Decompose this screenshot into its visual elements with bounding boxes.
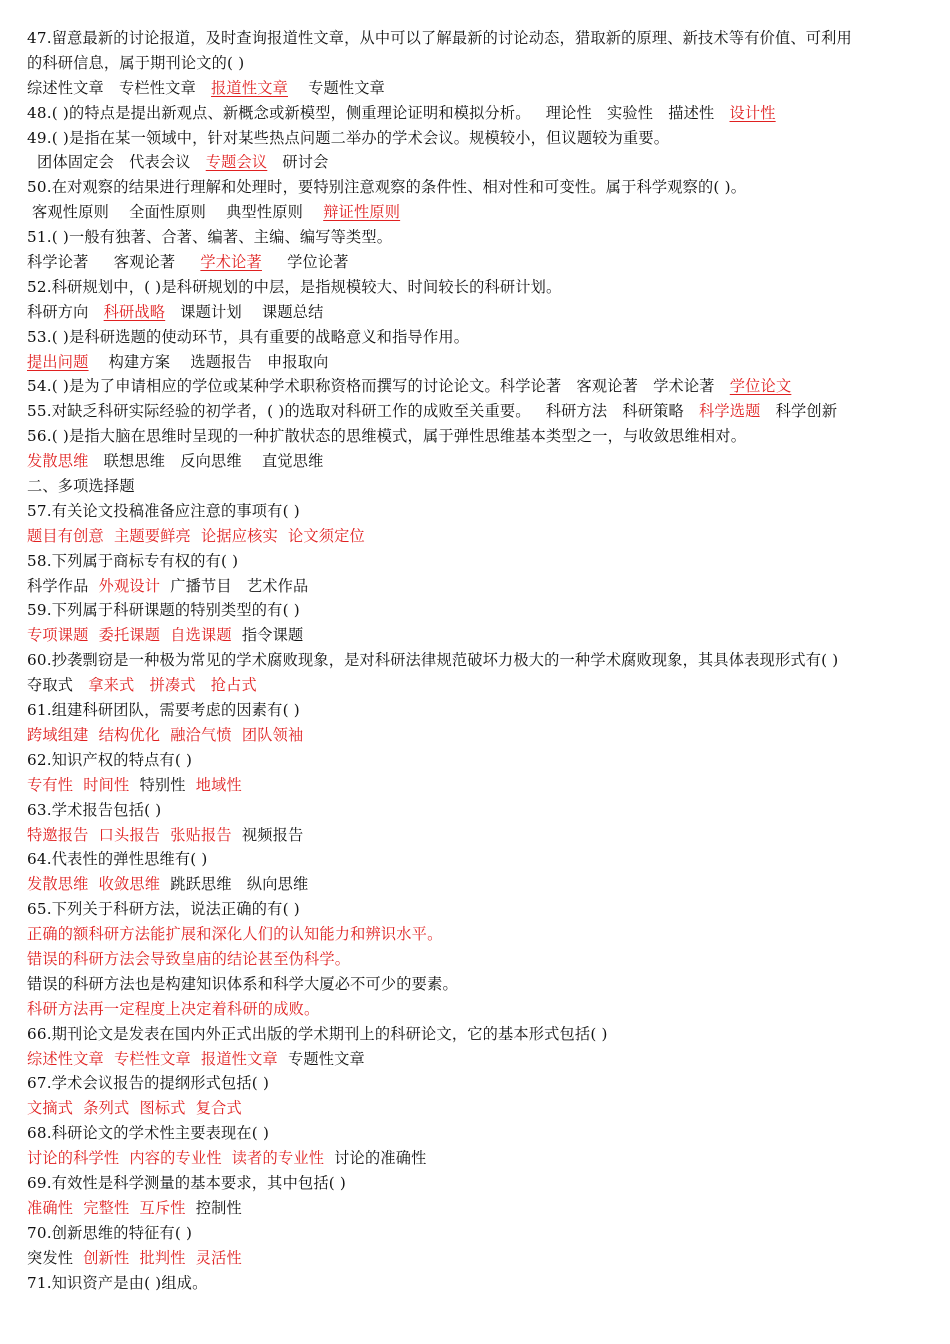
text-segment: 55.对缺乏科研实际经验的初学者，( )的选取对科研工作的成败至关重要。 科研方法 科研策略 xyxy=(27,402,700,421)
answer-option: 辩证性原则 xyxy=(323,203,401,222)
text-segment: 58.下列属于商标专有权的有( ) xyxy=(27,551,239,570)
answer-option: 题目有创意 xyxy=(27,526,104,545)
text-segment: 控制性 xyxy=(185,1198,242,1217)
text-line xyxy=(27,972,927,997)
answer-option: 创新性 xyxy=(83,1248,130,1267)
text-line xyxy=(27,51,927,76)
text-segment xyxy=(191,1050,201,1068)
text-line xyxy=(27,325,927,350)
text-segment xyxy=(89,626,99,644)
text-segment: 64.代表性的弹性思维有( ) xyxy=(27,850,208,869)
text-segment: 错误的科研方法也是构建知识体系和科学大厦必不可少的要素。 xyxy=(27,974,458,993)
text-line xyxy=(27,1047,927,1072)
answer-option: 完整性 xyxy=(83,1198,130,1217)
text-line xyxy=(27,1071,927,1096)
answer-option: 论据应核实 xyxy=(201,526,278,545)
document-body xyxy=(27,26,927,1295)
text-segment: 二、多项选择题 xyxy=(27,477,135,496)
answer-option: 错误的科研方法会导致皇庙的结论甚至伪科学。 xyxy=(27,949,351,968)
text-segment: 综述性文章 专栏性文章 xyxy=(27,78,212,97)
text-line xyxy=(27,997,927,1022)
text-segment: 跳跃思维 纵向思维 xyxy=(160,875,309,894)
text-segment: 67.学术会议报告的提纲形式包括( ) xyxy=(27,1074,270,1093)
text-segment xyxy=(191,527,201,545)
text-segment: 指令课题 xyxy=(231,626,304,645)
answer-option: 收敛思维 xyxy=(98,875,161,894)
text-line xyxy=(27,374,927,399)
text-segment: 50.在对观察的结果进行理解和处理时，要特别注意观察的条件性、相对性和可变性。属于科学观察的( )。 xyxy=(27,178,747,197)
text-line xyxy=(27,673,927,698)
answer-option: 专栏性文章 xyxy=(114,1049,191,1068)
text-segment: 联想思维 反向思维 直觉思维 xyxy=(88,452,324,471)
answer-option: 正确的额科研方法能扩展和深化人们的认知能力和辨识水平。 xyxy=(27,925,443,944)
text-line xyxy=(27,773,927,798)
text-segment xyxy=(89,726,99,744)
text-segment: 的科研信息，属于期刊论文的( ) xyxy=(27,53,245,72)
text-segment: 课题计划 课题总结 xyxy=(165,302,324,321)
text-line xyxy=(27,922,927,947)
text-segment: 48.( )的特点是提出新观点、新概念或新模型，侧重理论证明和模拟分析。 理论性 实验性 描述性 xyxy=(27,103,730,122)
text-segment: 65.下列关于科研方法，说法正确的有( ) xyxy=(27,900,300,919)
text-segment xyxy=(73,1099,83,1117)
answer-option: 跨域组建 xyxy=(27,725,89,744)
text-line xyxy=(27,1096,927,1121)
text-line xyxy=(27,499,927,524)
answer-option: 抢占式 xyxy=(210,676,257,695)
answer-option: 外观设计 xyxy=(98,576,161,595)
text-segment: 68.科研论文的学术性主要表现在( ) xyxy=(27,1124,270,1143)
text-line xyxy=(27,823,927,848)
text-line xyxy=(27,1221,927,1246)
text-segment: 科研方向 xyxy=(27,302,104,321)
text-segment xyxy=(89,875,99,893)
text-segment: 视频报告 xyxy=(231,825,304,844)
text-segment xyxy=(104,527,114,545)
text-line xyxy=(27,723,927,748)
answer-option: 准确性 xyxy=(27,1198,74,1217)
answer-option: 综述性文章 xyxy=(27,1049,104,1068)
text-line xyxy=(27,275,927,300)
text-segment: 广播节目 艺术作品 xyxy=(160,576,309,595)
text-segment: 63.学术报告包括( ) xyxy=(27,800,162,819)
text-line xyxy=(27,225,927,250)
text-segment: 69.有效性是科学测量的基本要求，其中包括( ) xyxy=(27,1173,347,1192)
text-line xyxy=(27,399,927,424)
text-line xyxy=(27,101,927,126)
text-segment: 66.期刊论文是发表在国内外正式出版的学术期刊上的科研论文，它的基本形式包括( ) xyxy=(27,1024,608,1043)
answer-option: 批判性 xyxy=(139,1248,186,1267)
text-segment xyxy=(196,676,211,694)
answer-option: 张贴报告 xyxy=(170,825,232,844)
answer-option: 发散思维 xyxy=(27,452,89,471)
answer-option: 专题会议 xyxy=(205,153,268,172)
text-segment: 70.创新思维的特征有( ) xyxy=(27,1223,193,1242)
text-segment xyxy=(160,826,170,844)
text-segment xyxy=(186,1249,196,1267)
answer-option: 结构优化 xyxy=(98,725,161,744)
text-line xyxy=(27,947,927,972)
answer-option: 科学选题 xyxy=(699,402,761,421)
answer-option: 专项课题 xyxy=(27,626,89,645)
text-line xyxy=(27,424,927,449)
text-line xyxy=(27,1246,927,1271)
text-segment: 59.下列属于科研课题的特别类型的有( ) xyxy=(27,601,300,620)
answer-option: 科研战略 xyxy=(103,302,166,321)
answer-option: 团队领袖 xyxy=(241,725,304,744)
answer-option: 发散思维 xyxy=(27,875,89,894)
answer-option: 灵活性 xyxy=(195,1248,242,1267)
text-line xyxy=(27,26,927,51)
text-line xyxy=(27,150,927,175)
text-segment xyxy=(134,676,149,694)
text-line xyxy=(27,698,927,723)
text-segment: 52.科研规划中，( )是科研规划的中层，是指规模较大、时间较长的科研计划。 xyxy=(27,277,562,296)
text-segment: 研讨会 xyxy=(267,153,329,172)
text-line xyxy=(27,574,927,599)
text-line xyxy=(27,76,927,101)
text-segment: 51.( )一般有独著、合著、编著、主编、编写等类型。 xyxy=(27,228,393,247)
text-line xyxy=(27,648,927,673)
text-segment xyxy=(73,776,83,794)
answer-option: 论文须定位 xyxy=(288,526,365,545)
answer-option: 委托课题 xyxy=(98,626,161,645)
text-segment: 科学创新 xyxy=(760,402,838,421)
text-segment xyxy=(160,626,170,644)
text-segment: 特别性 xyxy=(129,775,196,794)
answer-option: 口头报告 xyxy=(98,825,161,844)
answer-option: 报道性文章 xyxy=(211,78,288,97)
text-line xyxy=(27,549,927,574)
text-segment: 讨论的准确性 xyxy=(324,1149,427,1168)
text-segment xyxy=(186,1099,196,1117)
text-line xyxy=(27,300,927,325)
text-line xyxy=(27,474,927,499)
answer-option: 地域性 xyxy=(195,775,242,794)
text-segment: 57.有关论文投稿准备应注意的事项有( ) xyxy=(27,501,300,520)
text-segment xyxy=(232,726,242,744)
text-line xyxy=(27,1196,927,1221)
text-line xyxy=(27,250,927,275)
text-line xyxy=(27,847,927,872)
answer-option: 主题要鲜亮 xyxy=(114,526,191,545)
answer-option: 提出问题 xyxy=(27,352,89,371)
text-segment: 突发性 xyxy=(27,1248,84,1267)
answer-option: 报道性文章 xyxy=(201,1049,278,1068)
answer-option: 学术论著 xyxy=(200,253,262,272)
text-segment: 科学作品 xyxy=(27,576,99,595)
text-line xyxy=(27,524,927,549)
answer-option: 学位论文 xyxy=(729,377,792,396)
answer-option: 文摘式 xyxy=(27,1099,74,1118)
answer-option: 融洽气愤 xyxy=(170,725,232,744)
text-segment: 团体固定会 代表会议 xyxy=(27,153,206,172)
text-segment: 夺取式 xyxy=(27,676,89,695)
text-line xyxy=(27,200,927,225)
answer-option: 科研方法再一定程度上决定着科研的成败。 xyxy=(27,999,320,1018)
answer-option: 拼凑式 xyxy=(149,676,196,695)
answer-option: 内容的专业性 xyxy=(129,1149,222,1168)
text-segment: 56.( )是指大脑在思维时呈现的一种扩散状态的思维模式，属于弹性思维基本类型之一，与收敛思维相对。 xyxy=(27,427,747,446)
text-line xyxy=(27,175,927,200)
text-segment: 专题性文章 xyxy=(287,78,386,97)
text-segment xyxy=(222,1149,232,1167)
text-line xyxy=(27,748,927,773)
text-line xyxy=(27,350,927,375)
text-segment xyxy=(278,527,288,545)
text-line xyxy=(27,1121,927,1146)
text-line xyxy=(27,449,927,474)
answer-option: 图标式 xyxy=(139,1099,186,1118)
text-segment: 62.知识产权的特点有( ) xyxy=(27,750,193,769)
text-line xyxy=(27,897,927,922)
text-segment: 60.抄袭剽窃是一种极为常见的学术腐败现象，是对科研法律规范破坏力极大的一种学术腐败现象，其具体表现形式有( ) xyxy=(27,651,839,670)
answer-option: 自选课题 xyxy=(170,626,232,645)
answer-option: 时间性 xyxy=(83,775,130,794)
text-segment xyxy=(89,826,99,844)
text-segment xyxy=(160,726,170,744)
text-segment: 客观性原则 全面性原则 典型性原则 xyxy=(27,203,324,222)
answer-option: 专有性 xyxy=(27,775,74,794)
text-segment: 构建方案 选题报告 申报取向 xyxy=(88,352,329,371)
text-line xyxy=(27,598,927,623)
answer-option: 条列式 xyxy=(83,1099,130,1118)
text-segment xyxy=(129,1199,139,1217)
answer-option: 讨论的科学性 xyxy=(27,1149,120,1168)
text-line xyxy=(27,1022,927,1047)
text-segment: 学位论著 xyxy=(261,253,349,272)
text-line xyxy=(27,1171,927,1196)
text-line xyxy=(27,872,927,897)
answer-option: 互斥性 xyxy=(139,1198,186,1217)
text-segment xyxy=(129,1249,139,1267)
text-line xyxy=(27,1271,927,1296)
answer-option: 复合式 xyxy=(195,1099,242,1118)
text-segment: 54.( )是为了申请相应的学位或某种学术职称资格而撰写的讨论论文。科学论著 客观论著 学术论著 xyxy=(27,377,730,396)
text-segment: 49.( )是指在某一领域中，针对某些热点问题二举办的学术会议。规模较小，但议题较为重要。 xyxy=(27,128,670,147)
text-segment: 71.知识资产是由( )组成。 xyxy=(27,1273,208,1292)
text-segment: 专题性文章 xyxy=(277,1049,365,1068)
text-segment xyxy=(73,1199,83,1217)
answer-option: 特邀报告 xyxy=(27,825,89,844)
text-segment: 53.( )是科研选题的使动环节，具有重要的战略意义和指导作用。 xyxy=(27,327,470,346)
answer-option: 读者的专业性 xyxy=(231,1149,325,1168)
text-segment: 科学论著 客观论著 xyxy=(27,253,201,272)
text-segment xyxy=(104,1050,114,1068)
text-line xyxy=(27,623,927,648)
text-segment xyxy=(129,1099,139,1117)
text-segment: 61.组建科研团队，需要考虑的因素有( ) xyxy=(27,701,300,720)
text-line xyxy=(27,1146,927,1171)
text-segment xyxy=(119,1149,129,1167)
answer-option: 拿来式 xyxy=(88,676,135,695)
text-line xyxy=(27,798,927,823)
text-line xyxy=(27,126,927,151)
text-segment: 47.留意最新的讨论报道，及时查询报道性文章，从中可以了解最新的讨论动态，猎取新的原理、新技术等有价值、可利用 xyxy=(27,29,852,47)
answer-option: 设计性 xyxy=(729,103,776,122)
